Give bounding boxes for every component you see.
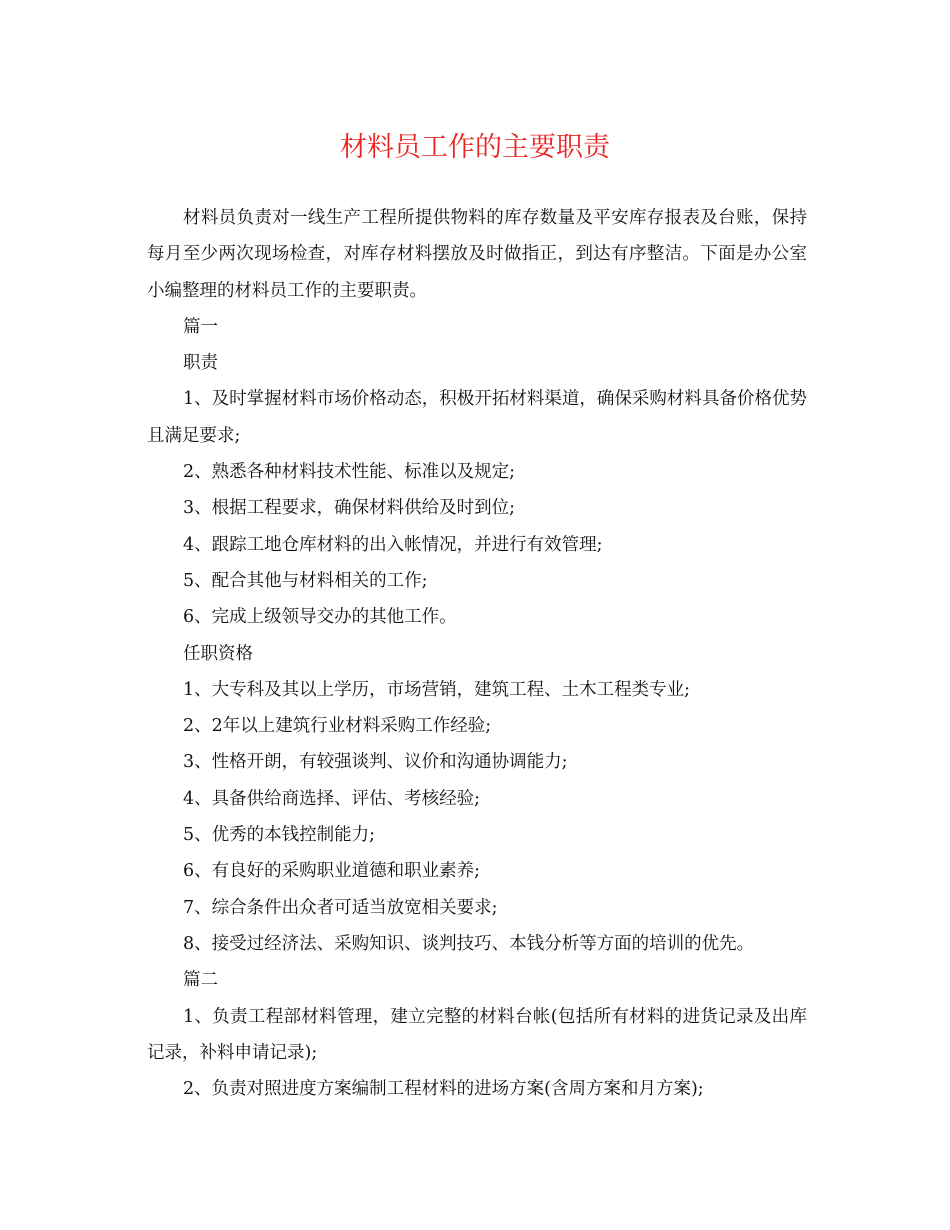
part2-item: 2、负责对照进度方案编制工程材料的进场方案(含周方案和月方案);	[183, 1079, 704, 1100]
subheading-duties: 职责	[183, 353, 218, 374]
duty-item: 6、完成上级领导交办的其他工作。	[183, 607, 457, 628]
qualification-item: 5、优秀的本钱控制能力;	[183, 825, 376, 846]
duty-item: 3、根据工程要求，确保材料供给及时到位;	[183, 498, 516, 519]
qualification-item: 7、综合条件出众者可适当放宽相关要求;	[183, 897, 498, 918]
intro-paragraph: 材料员负责对一线生产工程所提供物料的库存数量及平安库存报表及台账，保持每月至少两次现场检查，对库存材料摆放及时做指正，到达有序整洁。下面是办公室小编整理的材料员工作的主要职责。	[147, 208, 807, 301]
duty-item: 4、跟踪工地仓库材料的出入帐情况，并进行有效管理;	[183, 534, 603, 555]
qualification-item: 8、接受过经济法、采购知识、谈判技巧、本钱分析等方面的培训的优先。	[183, 933, 755, 954]
document-title: 材料员工作的主要职责	[340, 132, 610, 163]
duty-item: 1、及时掌握材料市场价格动态，积极开拓材料渠道，确保采购材料具备价格优势且满足要求;	[147, 389, 807, 446]
duty-item: 5、配合其他与材料相关的工作;	[183, 570, 428, 591]
duty-item: 2、熟悉各种材料技术性能、标准以及规定;	[183, 462, 516, 483]
qualification-item: 1、大专科及其以上学历，市场营销，建筑工程、土木工程类专业;	[183, 679, 691, 700]
section-heading-part2: 篇二	[183, 970, 218, 991]
qualification-item: 2、2年以上建筑行业材料采购工作经验;	[183, 716, 492, 737]
section-heading-part1: 篇一	[183, 316, 218, 337]
qualification-item: 4、具备供给商选择、评估、考核经验;	[183, 788, 481, 809]
document-body	[147, 200, 807, 1107]
qualification-item: 6、有良好的采购职业道德和职业素养;	[183, 861, 481, 882]
subheading-qualifications: 任职资格	[183, 643, 253, 664]
part2-item: 1、负责工程部材料管理，建立完整的材料台帐(包括所有材料的进货记录及出库记录，补料申请记录);	[147, 1006, 807, 1063]
qualification-item: 3、性格开朗，有较强谈判、议价和沟通协调能力;	[183, 752, 568, 773]
